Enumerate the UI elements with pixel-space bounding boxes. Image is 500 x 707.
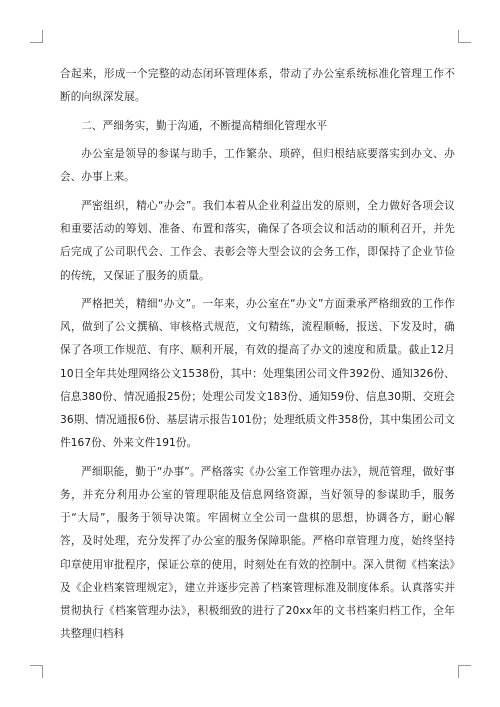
- paragraph-intro: 办公室是领导的参谋与助手，工作繁杂、琐碎，但归根结底要落实到办文、办会、办事上来。: [60, 148, 455, 184]
- paragraph-continuation: 合起来，形成一个完整的动态闭环管理体系，带动了办公室系统标准化管理工作不断的向纵深发展。: [60, 68, 455, 104]
- paragraph-affairs: 严细职能，勤于“办事”。严格落实《办公室工作管理办法》，规范管理，做好事务，并充分利用办公室的管理职能及信息网络资源，当好领导的参谋助手，服务于“大局”，服务于领导决策。牢固树立全公司一盘棋的思想，协调各方，耐心解答，及时处理，充分发挥了办公室的服务保障职能。严格印章管理力度，始终坚持印章使用审批程序，保证公章的使用，时刻处在有效的控制中。深入贯彻《档案法》及《企业档案管理规定》，建立并逐步完善了档案管理标准及制度体系。认真落实并贯彻执行《档案管理办法》，积极细致的进行了20xx年的文书档案归档工作，全年共整理归档科: [60, 465, 455, 641]
- document-body: [60, 63, 455, 652]
- section-heading: 二、严细务实，勤于沟通，不断提高精细化管理水平: [81, 119, 328, 132]
- crop-mark-bottom-right: [458, 665, 471, 678]
- crop-mark-top-left: [30, 30, 43, 43]
- paragraph-meetings: 严密组织，精心“办会”。我们本着从企业利益出发的原则，全力做好各项会议和重要活动的筹划、准备、布置和落实，确保了各项会议和活动的顺利召开，并先后完成了公司职代会、工作会、表彰会等大型会议的会务工作，即保持了企业节俭的传统，又保证了服务的质量。: [60, 199, 455, 282]
- crop-mark-bottom-left: [30, 665, 43, 678]
- paragraph-documents: 严格把关，精细“办文”。一年来，办公室在“办文”方面秉承严格细致的工作作风，做到了公文撰稿、审核格式规范，文句精练，流程顺畅，报送、下发及时，确保了各项工作规范、有序、顺利开展，有效的提高了办文的速度和质量。截止12月10日全年共处理网络公文1538份，其中：处理集团公司文件392份、通知326份、信息380份、情况通报25份；处理公司发文183份、通知59份、信息30期、交班会36期、情况通报6份、基层请示报告101份；处理纸质文件358份，其中集团公司文件167份、外来文件191份。: [60, 298, 455, 450]
- crop-mark-top-right: [458, 30, 471, 43]
